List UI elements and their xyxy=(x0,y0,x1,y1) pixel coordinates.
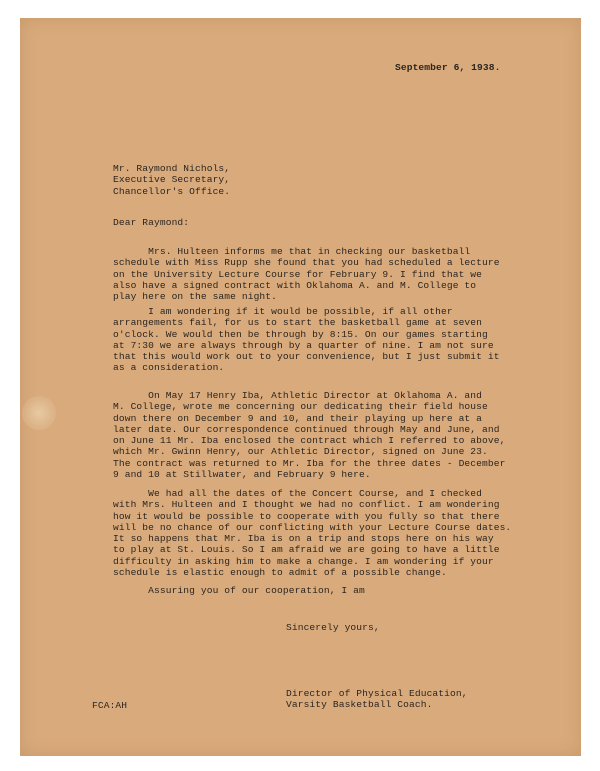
paragraph-5 xyxy=(113,585,533,596)
text-line: It so happens that Mr. Iba is on a trip and stops here on his way xyxy=(113,533,494,545)
text-line: how it would be possible to cooperate with you fully so that there xyxy=(113,510,500,522)
addressee-block xyxy=(113,163,230,197)
text-line: On May 17 Henry Iba, Athletic Director at Oklahoma A. and xyxy=(113,390,483,401)
signature-line: Varsity Basketball Coach. xyxy=(286,699,433,711)
text-line: We had all the dates of the Concert Course, and I checked xyxy=(113,488,483,499)
text-line: I am wondering if it would be possible, if all other xyxy=(113,306,453,317)
addressee-line: Chancellor's Office. xyxy=(113,185,231,197)
text-line: 9 and 10 at Stillwater, and February 9 here. xyxy=(113,469,371,481)
salutation: Dear Raymond: xyxy=(113,217,190,228)
closing: Sincerely yours, xyxy=(286,622,380,633)
text-line: with Mrs. Hulteen and I thought we had no conflict. I am wondering xyxy=(113,499,500,511)
text-line: M. College, wrote me concerning our dedicating their field house xyxy=(113,401,488,413)
addressee-line: Mr. Raymond Nichols, xyxy=(113,163,231,174)
typist-initials: FCA:AH xyxy=(92,700,128,711)
text-line: The contract was returned to Mr. Iba for the three dates - December xyxy=(113,457,506,469)
text-line: to play at St. Louis. So I am afraid we are going to have a little xyxy=(113,544,500,556)
text-line: at 7:30 we are always through by a quarter of nine. I am not sure xyxy=(113,339,494,351)
text-line: schedule with Miss Rupp she found that you had scheduled a lecture xyxy=(113,257,500,269)
signature-block xyxy=(286,688,468,711)
text-line: Assuring you of our cooperation, I am xyxy=(113,585,365,596)
text-line: down there on December 9 and 10, and their playing up here at a xyxy=(113,412,483,424)
letter-date: September 6, 1938. xyxy=(395,62,501,73)
signature-line: Director of Physical Education, xyxy=(286,688,468,699)
text-line: o'clock. We would then be through by 8:15. On our games starting xyxy=(113,328,488,340)
text-line: arrangements fail, for us to start the basketball game at seven xyxy=(113,317,483,329)
paper-stain xyxy=(22,396,56,430)
paragraph-2 xyxy=(113,306,533,374)
text-line: difficulty in asking him to make a change. I am wondering if your xyxy=(113,555,494,567)
text-line: play here on the same night. xyxy=(113,291,278,303)
paragraph-3 xyxy=(113,390,533,480)
text-line: will be no chance of our conflicting with your Lecture Course dates. xyxy=(113,521,512,533)
text-line: as a consideration. xyxy=(113,362,225,374)
text-line: also have a signed contract with Oklahoma A. and M. College to xyxy=(113,279,477,291)
addressee-line: Executive Secretary, xyxy=(113,174,231,186)
paragraph-4 xyxy=(113,488,533,578)
text-line: on the University Lecture Course for February 9. I find that we xyxy=(113,268,483,280)
text-line: which Mr. Gwinn Henry, our Athletic Director, signed on June 23. xyxy=(113,446,488,458)
text-line: later date. Our correspondence continued through May and June, and xyxy=(113,423,500,435)
text-line: Mrs. Hulteen informs me that in checking our basketball xyxy=(113,246,471,257)
text-line: on June 11 Mr. Iba enclosed the contract which I referred to above, xyxy=(113,435,506,447)
text-line: schedule is elastic enough to admit of a possible change. xyxy=(113,567,447,579)
text-line: that this would work out to your convenience, but I just submit it xyxy=(113,351,500,363)
letter-sheet xyxy=(20,18,581,756)
paragraph-1 xyxy=(113,246,533,302)
